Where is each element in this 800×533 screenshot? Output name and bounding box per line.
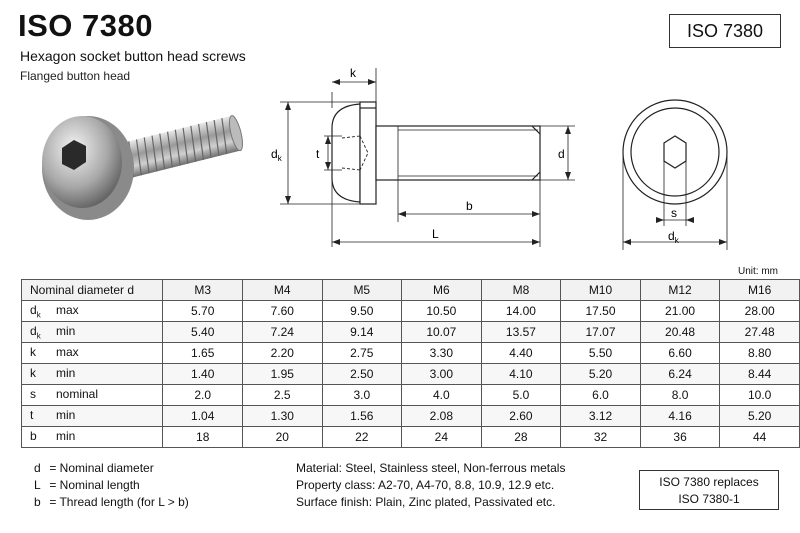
table-cell: 7.60 — [242, 301, 322, 322]
dim-dk-end-label: $d_k$ — [668, 229, 679, 245]
replaces-box: ISO 7380 replaces ISO 7380-1 — [639, 470, 779, 510]
table-cell: 8.44 — [720, 364, 800, 385]
size-header: M8 — [481, 280, 561, 301]
table-cell: 21.00 — [640, 301, 720, 322]
table-cell: 9.14 — [322, 322, 402, 343]
table-cell: 3.30 — [402, 343, 482, 364]
row-label: b min — [22, 427, 163, 448]
dim-d-label: d — [558, 147, 565, 161]
table-cell: 9.50 — [322, 301, 402, 322]
table-cell: 18 — [163, 427, 243, 448]
table-cell: 4.10 — [481, 364, 561, 385]
table-row — [22, 364, 800, 385]
table-cell: 2.50 — [322, 364, 402, 385]
side-view-drawing — [270, 62, 590, 257]
material-note: Material: Steel, Stainless steel, Non-ferrous metals — [296, 461, 566, 475]
size-header: M3 — [163, 280, 243, 301]
surface-finish-note: Surface finish: Plain, Zinc plated, Passivated etc. — [296, 495, 556, 509]
size-header: M16 — [720, 280, 800, 301]
table-cell: 5.20 — [720, 406, 800, 427]
table-cell: 10.50 — [402, 301, 482, 322]
table-cell: 32 — [561, 427, 641, 448]
size-header: M10 — [561, 280, 641, 301]
table-row — [22, 406, 800, 427]
table-row — [22, 385, 800, 406]
table-row — [22, 343, 800, 364]
table-cell: 44 — [720, 427, 800, 448]
table-row — [22, 301, 800, 322]
dim-t-label: t — [316, 147, 320, 161]
table-cell: 14.00 — [481, 301, 561, 322]
page-title: ISO 7380 — [18, 8, 153, 43]
size-header: M12 — [640, 280, 720, 301]
table-cell: 27.48 — [720, 322, 800, 343]
table-cell: 20.48 — [640, 322, 720, 343]
table-cell: 7.24 — [242, 322, 322, 343]
dimensions-table — [21, 279, 800, 448]
table-cell: 1.40 — [163, 364, 243, 385]
page-subsubtitle: Flanged button head — [20, 69, 131, 83]
table-cell: 5.50 — [561, 343, 641, 364]
table-cell: 2.75 — [322, 343, 402, 364]
table-row — [22, 322, 800, 343]
table-cell: 5.20 — [561, 364, 641, 385]
table-cell: 1.04 — [163, 406, 243, 427]
dim-k-label: k — [350, 66, 356, 80]
table-cell: 10.0 — [720, 385, 800, 406]
row-label: k max — [22, 343, 163, 364]
size-header: M4 — [242, 280, 322, 301]
standard-box: ISO 7380 — [669, 14, 781, 48]
legend-item: L = Nominal length — [34, 478, 140, 492]
table-cell: 2.5 — [242, 385, 322, 406]
table-cell: 2.0 — [163, 385, 243, 406]
table-row — [22, 427, 800, 448]
table-cell: 3.0 — [322, 385, 402, 406]
row-label: t min — [22, 406, 163, 427]
header-label: Nominal diameter d — [22, 280, 163, 301]
legend-item: d = Nominal diameter — [34, 461, 154, 475]
property-class-note: Property class: A2-70, A4-70, 8.8, 10.9, 12.9 etc. — [296, 478, 555, 492]
dim-L-label: L — [432, 227, 439, 241]
table-cell: 13.57 — [481, 322, 561, 343]
size-header: M5 — [322, 280, 402, 301]
dim-dk-label: $d_k$ — [271, 147, 282, 163]
material-notes — [296, 460, 565, 511]
legend-item: b = Thread length (for L > b) — [34, 495, 189, 509]
unit-label: Unit: mm — [738, 266, 778, 277]
table-cell: 3.00 — [402, 364, 482, 385]
table-cell: 2.08 — [402, 406, 482, 427]
table-cell: 5.40 — [163, 322, 243, 343]
table-cell: 36 — [640, 427, 720, 448]
table-cell: 2.20 — [242, 343, 322, 364]
table-cell: 6.24 — [640, 364, 720, 385]
dim-b-label: b — [466, 199, 473, 213]
table-cell: 6.0 — [561, 385, 641, 406]
table-cell: 3.12 — [561, 406, 641, 427]
table-cell: 4.16 — [640, 406, 720, 427]
size-header: M6 — [402, 280, 482, 301]
page-subtitle: Hexagon socket button head screws — [20, 48, 246, 64]
end-view-drawing — [610, 90, 785, 250]
row-label: k min — [22, 364, 163, 385]
row-label: s nominal — [22, 385, 163, 406]
table-cell: 24 — [402, 427, 482, 448]
table-cell: 6.60 — [640, 343, 720, 364]
table-cell: 4.0 — [402, 385, 482, 406]
table-cell: 5.0 — [481, 385, 561, 406]
dim-s-label: s — [671, 206, 677, 220]
table-cell: 1.30 — [242, 406, 322, 427]
table-cell: 17.07 — [561, 322, 641, 343]
row-label: $d_k$ min — [22, 322, 163, 343]
table-cell: 1.56 — [322, 406, 402, 427]
table-cell: 17.50 — [561, 301, 641, 322]
table-cell: 22 — [322, 427, 402, 448]
table-cell: 1.95 — [242, 364, 322, 385]
table-cell: 2.60 — [481, 406, 561, 427]
table-cell: 28 — [481, 427, 561, 448]
table-cell: 20 — [242, 427, 322, 448]
table-cell: 1.65 — [163, 343, 243, 364]
table-cell: 10.07 — [402, 322, 482, 343]
table-cell: 8.0 — [640, 385, 720, 406]
screw-photo — [40, 96, 250, 226]
symbol-legend — [34, 460, 189, 511]
table-header-row — [22, 280, 800, 301]
table-cell: 4.40 — [481, 343, 561, 364]
table-cell: 8.80 — [720, 343, 800, 364]
row-label: $d_k$ max — [22, 301, 163, 322]
table-cell: 28.00 — [720, 301, 800, 322]
table-cell: 5.70 — [163, 301, 243, 322]
